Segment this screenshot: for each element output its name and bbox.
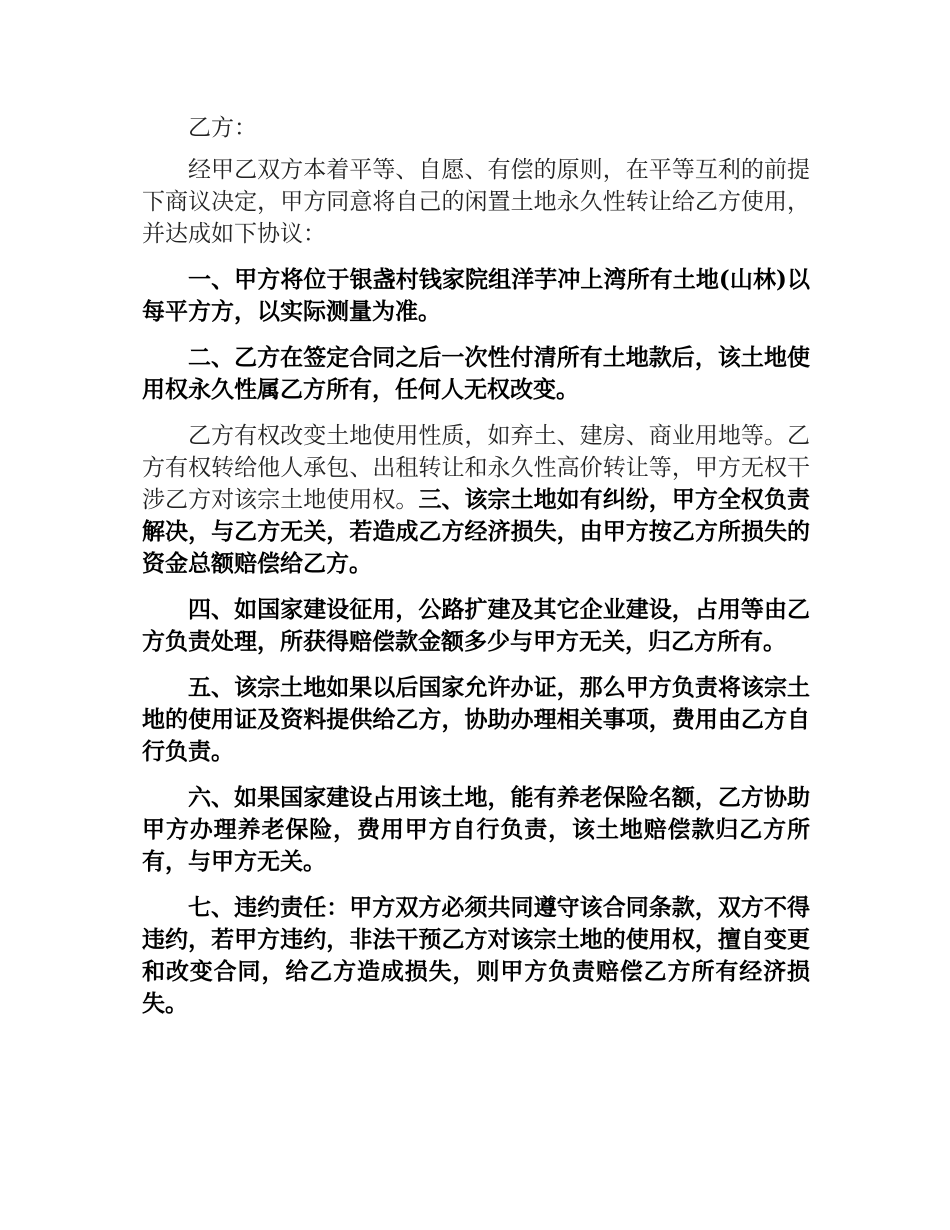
clause-5: 五、该宗土地如果以后国家允许办证，那么甲方负责将该宗土地的使用证及资料提供给乙方，协助办理相关事项，费用由乙方自行负责。: [142, 674, 810, 765]
clause-4: 四、如国家建设征用，公路扩建及其它企业建设，占用等由乙方负责处理，所获得赔偿款金额多少与甲方无关，归乙方所有。: [142, 596, 810, 655]
clause-7: 七、违约责任：甲方双方必须共同遵守该合同条款，双方不得违约，若甲方违约，非法干预乙方对该宗土地的使用权，擅自变更和改变合同，给乙方造成损失，则甲方负责赔偿乙方所有经济损失。: [142, 894, 810, 1017]
document-page: [142, 112, 810, 1034]
party-b-label: 乙方：: [188, 115, 257, 141]
clause-2-supplement-and-clause-3: [142, 420, 810, 580]
clause-2-supplement: 乙方有权改变土地使用性质，如弃土、建房、商业用地等。乙方有权转给他人承包、出租转让和永久性高价转让等，甲方无权干涉乙方对该宗土地使用权。: [142, 423, 810, 513]
clause-6: 六、如果国家建设占用该土地，能有养老保险名额，乙方协助甲方办理养老保险，费用甲方自行负责，该土地赔偿款归乙方所有，与甲方无关。: [142, 784, 810, 875]
clause-2: 二、乙方在签定合同之后一次性付清所有土地款后，该土地使用权永久性属乙方所有，任何人无权改变。: [142, 344, 810, 403]
clause-1: 一、甲方将位于银盏村钱家院组洋芋冲上湾所有土地(山林)以每平方方，以实际测量为准。: [142, 266, 810, 325]
preamble-paragraph: 经甲乙双方本着平等、自愿、有偿的原则，在平等互利的前提下商议决定，甲方同意将自己的闲置土地永久性转让给乙方使用，并达成如下协议：: [142, 157, 810, 247]
clause-3: 三、该宗土地如有纠纷，甲方全权负责解决，与乙方无关，若造成乙方经济损失，由甲方按乙方所损失的资金总额赔偿给乙方。: [142, 486, 811, 577]
